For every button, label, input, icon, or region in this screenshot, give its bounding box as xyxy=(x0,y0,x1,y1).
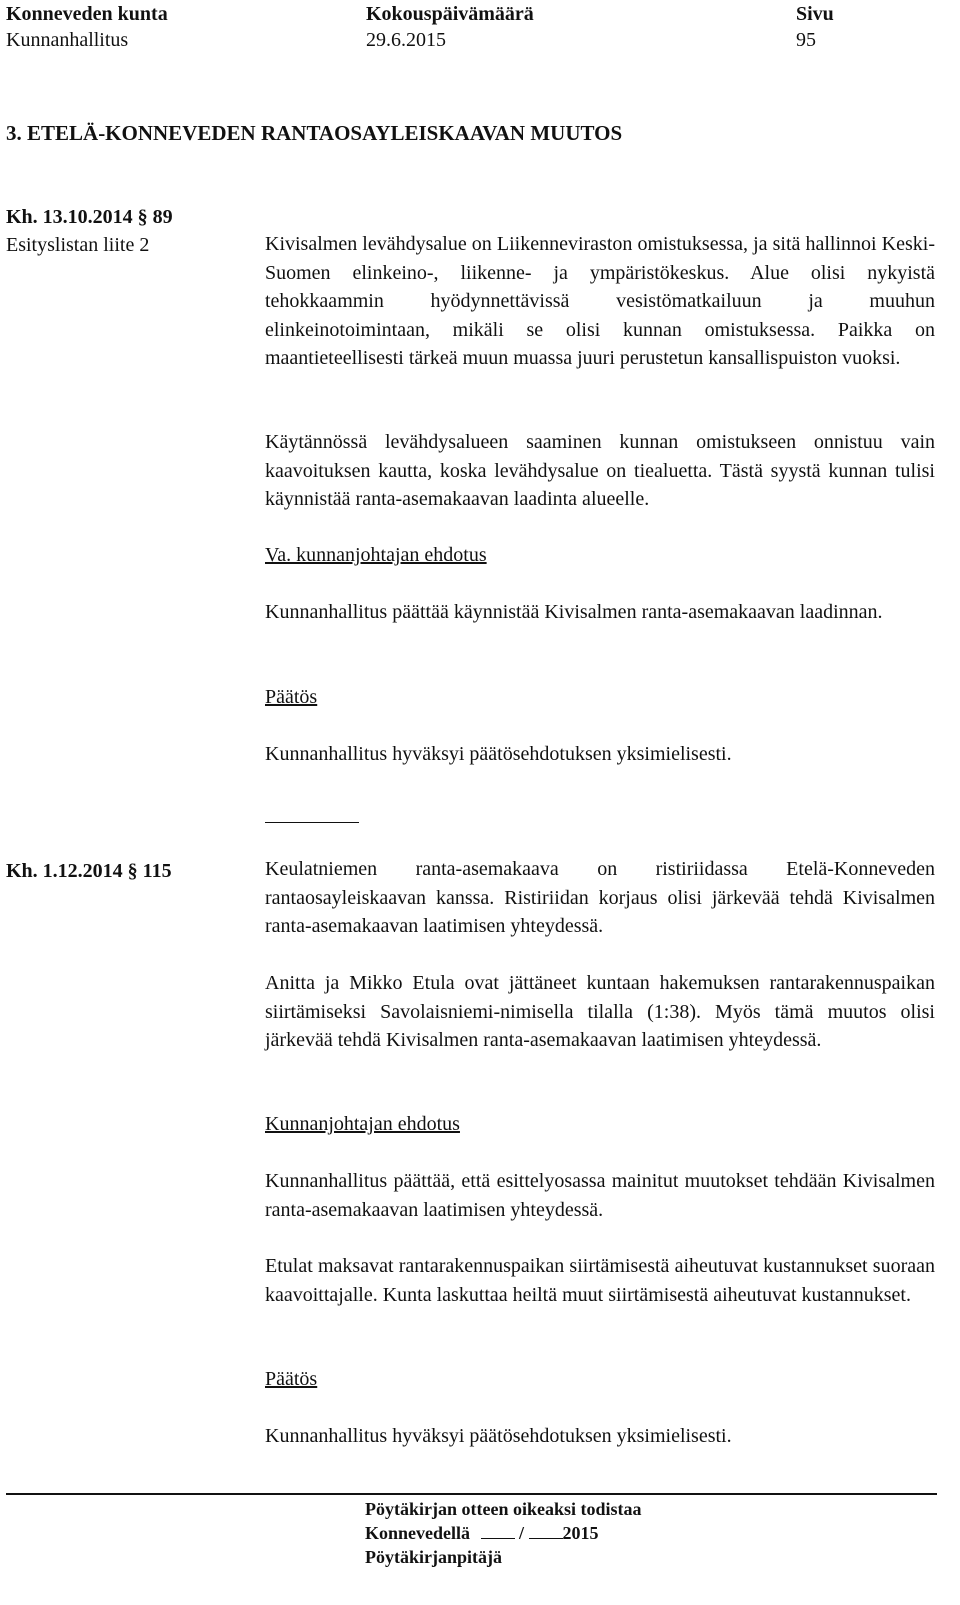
header-body: Kunnanhallitus xyxy=(6,29,129,51)
footer-rule xyxy=(6,1493,937,1495)
header-date: 29.6.2015 xyxy=(366,29,446,51)
section2-paragraph-2: Anitta ja Mikko Etula ovat jättäneet kuntaan hakemuksen rantarakennuspaikan siirtämiseksi Savolaisniemi-nimisella tilalla (1:38). Myös tämä muutos olisi järkevää tehdä Kivisalmen ranta-asemakaavan laatimisen yhteydessä. xyxy=(265,972,935,1051)
section-divider xyxy=(265,822,359,823)
header-page-number: 95 xyxy=(796,29,816,51)
footer-secretary: Pöytäkirjanpitäjä xyxy=(365,1547,502,1567)
section2-paragraph-1: Keulatniemen ranta-asemakaava on ristiriidassa Etelä-Konneveden rantaosayleiskaavan kanssa. Ristiriidan korjaus olisi järkevää tehdä Kivisalmen ranta-asemakaavan laatimisen yhteydessä. xyxy=(265,858,935,937)
footer-certification: Pöytäkirjan otteen oikeaksi todistaa xyxy=(365,1499,642,1519)
footer-month-blank xyxy=(529,1524,563,1539)
footer-place-date xyxy=(365,1522,599,1544)
header-page-label: Sivu xyxy=(796,3,834,25)
section2-proposal-1: Kunnanhallitus päättää, että esittelyosassa mainitut muutokset tehdään Kivisalmen ranta-asemakaavan laatimisen yhteydessä. xyxy=(265,1170,935,1221)
section1-paragraph-1: Kivisalmen levähdysalue on Liikenneviraston omistuksessa, ja sitä hallinnoi Keski-Suomen elinkeino-, liikenne- ja ympäristökeskus. Alue olisi nykyistä tehokkaammin hyödynnettävissä vesistömatkailuun ja muuhun elinkeinotoimintaan, mikäli se olisi kunnan omistuksessa. Paikka on maantieteellisesti tärkeä muun muassa juuri perustetun kansallispuiston vuoksi. xyxy=(265,233,935,369)
footer-slash: / xyxy=(519,1523,525,1543)
section2-proposal-2: Etulat maksavat rantarakennuspaikan siirtämisestä aiheutuvat kustannukset suoraan kaavoittajalle. Kunta laskuttaa heiltä muut siirtämisestä aiheutuvat kustannukset. xyxy=(265,1255,935,1306)
section2-proposal-heading: Kunnanjohtajan ehdotus xyxy=(265,1113,460,1135)
section1-reference: Kh. 13.10.2014 § 89 xyxy=(6,206,173,228)
section1-proposal: Kunnanhallitus päättää käynnistää Kivisalmen ranta-asemakaavan laadinnan. xyxy=(265,601,883,623)
footer-day-blank xyxy=(481,1524,515,1539)
section2-decision: Kunnanhallitus hyväksyi päätösehdotuksen yksimielisesti. xyxy=(265,1425,732,1447)
header-org: Konneveden kunta xyxy=(6,3,168,25)
page-header xyxy=(0,0,960,60)
footer-place: Konnevedellä xyxy=(365,1523,471,1543)
section1-decision-heading: Päätös xyxy=(265,686,318,708)
document-title: 3. ETELÄ-KONNEVEDEN RANTAOSAYLEISKAAVAN MUUTOS xyxy=(6,121,623,145)
section2-decision-heading: Päätös xyxy=(265,1368,318,1390)
section1-attachment: Esityslistan liite 2 xyxy=(6,234,150,256)
header-date-label: Kokouspäivämäärä xyxy=(366,3,534,25)
section2-reference: Kh. 1.12.2014 § 115 xyxy=(6,860,172,882)
section1-proposal-heading: Va. kunnanjohtajan ehdotus xyxy=(265,544,487,566)
section1-paragraph-2: Käytännössä levähdysalueen saaminen kunnan omistukseen onnistuu vain kaavoituksen kautta, koska levähdysalue on tiealuetta. Tästä syystä kunnan tulisi käynnistää ranta-asemakaavan laadinta alueelle. xyxy=(265,431,935,510)
footer-year: 2015 xyxy=(562,1523,599,1543)
section1-decision: Kunnanhallitus hyväksyi päätösehdotuksen yksimielisesti. xyxy=(265,743,732,765)
